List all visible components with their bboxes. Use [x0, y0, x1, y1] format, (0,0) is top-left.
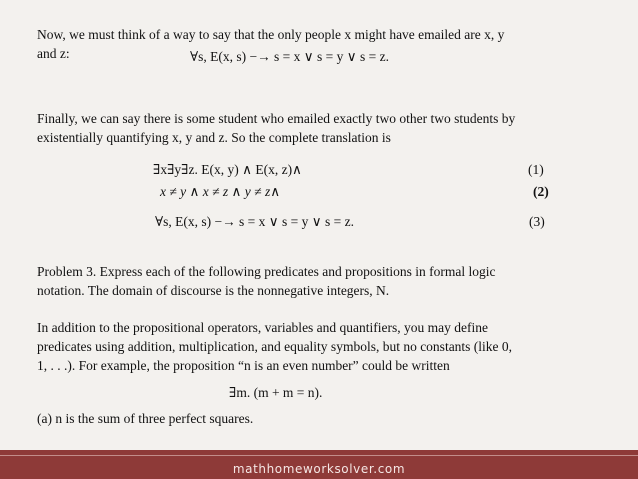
paragraph-4-line-1: In addition to the propositional operators, variables and quantifiers, you may define [37, 320, 489, 335]
equation-1: ∃x∃y∃z. E(x, y) ∧ E(x, z)∧ [153, 162, 302, 177]
paragraph-2-line-1: Finally, we can say there is some student who emailed exactly two other two students by [37, 111, 516, 126]
formula-even-number: ∃m. (m + m = n). [229, 385, 323, 400]
paragraph-1-line-2: and z: [37, 46, 70, 61]
equation-3: ∀s, E(x, s) −→ s = x ∨ s = y ∨ s = z. [155, 214, 354, 229]
problem-3-line-1: Problem 3. Express each of the following predicates and propositions in formal logic [37, 264, 496, 279]
footer-divider [0, 455, 638, 456]
paragraph-1-line-1: Now, we must think of a way to say that the only people x might have emailed are x, y [37, 27, 505, 42]
equation-2-number: (2) [533, 184, 549, 199]
paragraph-4-line-3: 1, . . .). For example, the proposition “n is an even number” could be written [37, 358, 450, 373]
equation-1-number: (1) [528, 162, 544, 177]
formula-only-emailed: ∀s, E(x, s) −→ s = x ∨ s = y ∨ s = z. [190, 49, 389, 64]
paragraph-2-line-2: existentially quantifying x, y and z. So the complete translation is [37, 130, 391, 145]
problem-3-line-2: notation. The domain of discourse is the nonnegative integers, N. [37, 283, 390, 298]
equation-3-number: (3) [529, 214, 545, 229]
equation-2: x ≠ y ∧ x ≠ z ∧ y ≠ z∧ [160, 184, 281, 199]
part-a: (a) n is the sum of three perfect squares. [37, 411, 254, 426]
footer-site-label: mathhomeworksolver.com [232, 462, 406, 476]
paragraph-4-line-2: predicates using addition, multiplication, and equality symbols, but no constants (like 0, [37, 339, 513, 354]
